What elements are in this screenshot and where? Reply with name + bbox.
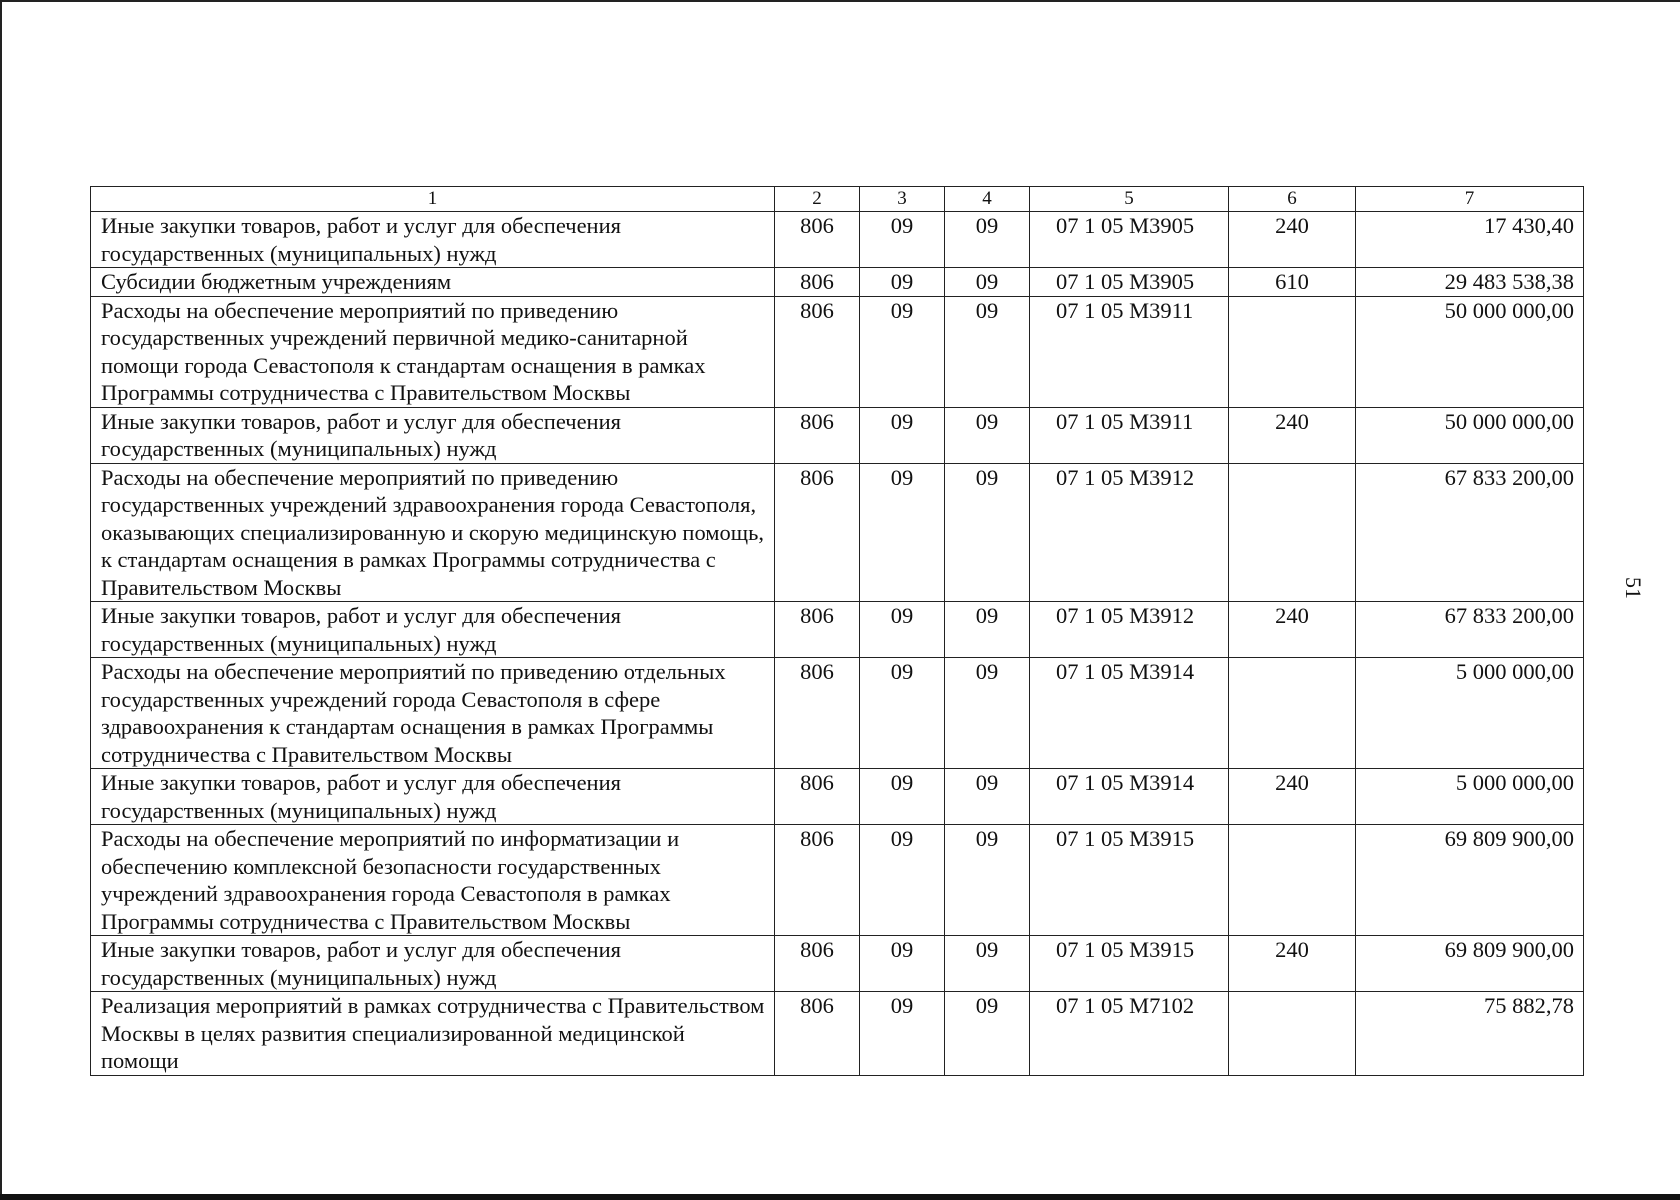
amount: 75 882,78 [1356, 992, 1584, 1076]
expense-name: Иные закупки товаров, работ и услуг для обеспечения государственных (муниципальных) нужд [91, 407, 775, 463]
expense-name: Расходы на обеспечение мероприятий по приведению государственных учреждений первичной медико-санитарной помощи города Севастополя к стандартам оснащения в рамках Программы сотрудничества с Правительством Москвы [91, 296, 775, 407]
column-header: 4 [945, 187, 1030, 212]
table-row [91, 825, 1584, 936]
expense-type-code: 240 [1229, 602, 1356, 658]
amount: 67 833 200,00 [1356, 602, 1584, 658]
target-article-code: 07 1 05 М3912 [1030, 602, 1229, 658]
target-article-code: 07 1 05 М3905 [1030, 212, 1229, 268]
expense-name: Расходы на обеспечение мероприятий по приведению государственных учреждений здравоохранения города Севастополя, оказывающих специализированную и скорую медицинскую помощь, к стандартам оснащения в рамках Программы сотрудничества с Правительством Москвы [91, 463, 775, 602]
target-article-code: 07 1 05 М3915 [1030, 825, 1229, 936]
section-code: 09 [860, 825, 945, 936]
scan-border-bottom [0, 1194, 1680, 1200]
amount: 5 000 000,00 [1356, 658, 1584, 769]
expense-type-code: 240 [1229, 769, 1356, 825]
table-row [91, 602, 1584, 658]
expense-type-code: 240 [1229, 407, 1356, 463]
department-code: 806 [775, 658, 860, 769]
expense-name: Субсидии бюджетным учреждениям [91, 268, 775, 297]
amount: 69 809 900,00 [1356, 936, 1584, 992]
amount: 17 430,40 [1356, 212, 1584, 268]
subsection-code: 09 [945, 212, 1030, 268]
expense-type-code [1229, 825, 1356, 936]
target-article-code: 07 1 05 М3911 [1030, 407, 1229, 463]
column-header: 3 [860, 187, 945, 212]
column-header: 7 [1356, 187, 1584, 212]
subsection-code: 09 [945, 825, 1030, 936]
expense-type-code: 240 [1229, 212, 1356, 268]
expense-type-code: 610 [1229, 268, 1356, 297]
department-code: 806 [775, 825, 860, 936]
department-code: 806 [775, 268, 860, 297]
expense-name: Расходы на обеспечение мероприятий по приведению отдельных государственных учреждений города Севастополя в сфере здравоохранения к стандартам оснащения в рамках Программы сотрудничества с Правительством Москвы [91, 658, 775, 769]
amount: 67 833 200,00 [1356, 463, 1584, 602]
expense-name: Расходы на обеспечение мероприятий по информатизации и обеспечению комплексной безопасности государственных учреждений здравоохранения города Севастополя в рамках Программы сотрудничества с Правительством Москвы [91, 825, 775, 936]
subsection-code: 09 [945, 463, 1030, 602]
subsection-code: 09 [945, 602, 1030, 658]
target-article-code: 07 1 05 М3914 [1030, 658, 1229, 769]
table-row [91, 992, 1584, 1076]
table-row [91, 769, 1584, 825]
column-header: 1 [91, 187, 775, 212]
subsection-code: 09 [945, 296, 1030, 407]
column-number-row [91, 187, 1584, 212]
table-row [91, 268, 1584, 297]
target-article-code: 07 1 05 М3905 [1030, 268, 1229, 297]
amount: 50 000 000,00 [1356, 407, 1584, 463]
expense-type-code [1229, 463, 1356, 602]
table-row [91, 936, 1584, 992]
department-code: 806 [775, 769, 860, 825]
subsection-code: 09 [945, 268, 1030, 297]
subsection-code: 09 [945, 407, 1030, 463]
amount: 29 483 538,38 [1356, 268, 1584, 297]
subsection-code: 09 [945, 769, 1030, 825]
target-article-code: 07 1 05 М3911 [1030, 296, 1229, 407]
subsection-code: 09 [945, 992, 1030, 1076]
page-number: 51 [1621, 577, 1646, 599]
department-code: 806 [775, 602, 860, 658]
section-code: 09 [860, 212, 945, 268]
section-code: 09 [860, 268, 945, 297]
expense-type-code: 240 [1229, 936, 1356, 992]
column-header: 5 [1030, 187, 1229, 212]
department-code: 806 [775, 296, 860, 407]
department-code: 806 [775, 936, 860, 992]
department-code: 806 [775, 212, 860, 268]
section-code: 09 [860, 769, 945, 825]
section-code: 09 [860, 992, 945, 1076]
section-code: 09 [860, 602, 945, 658]
budget-table [90, 186, 1584, 1076]
scan-border-top [0, 0, 1680, 2]
amount: 5 000 000,00 [1356, 769, 1584, 825]
target-article-code: 07 1 05 М3914 [1030, 769, 1229, 825]
section-code: 09 [860, 407, 945, 463]
section-code: 09 [860, 296, 945, 407]
department-code: 806 [775, 407, 860, 463]
section-code: 09 [860, 658, 945, 769]
table-row [91, 407, 1584, 463]
expense-name: Иные закупки товаров, работ и услуг для обеспечения государственных (муниципальных) нужд [91, 212, 775, 268]
expense-name: Иные закупки товаров, работ и услуг для обеспечения государственных (муниципальных) нужд [91, 602, 775, 658]
expense-type-code [1229, 658, 1356, 769]
expense-name: Реализация мероприятий в рамках сотрудничества с Правительством Москвы в целях развития специализированной медицинской помощи [91, 992, 775, 1076]
table-row [91, 463, 1584, 602]
subsection-code: 09 [945, 658, 1030, 769]
table-row [91, 658, 1584, 769]
section-code: 09 [860, 463, 945, 602]
section-code: 09 [860, 936, 945, 992]
table-row [91, 296, 1584, 407]
expense-name: Иные закупки товаров, работ и услуг для обеспечения государственных (муниципальных) нужд [91, 936, 775, 992]
amount: 50 000 000,00 [1356, 296, 1584, 407]
expense-type-code [1229, 992, 1356, 1076]
table-row [91, 212, 1584, 268]
subsection-code: 09 [945, 936, 1030, 992]
column-header: 2 [775, 187, 860, 212]
scan-border-left [0, 0, 2, 1200]
amount: 69 809 900,00 [1356, 825, 1584, 936]
department-code: 806 [775, 463, 860, 602]
department-code: 806 [775, 992, 860, 1076]
expense-type-code [1229, 296, 1356, 407]
target-article-code: 07 1 05 М7102 [1030, 992, 1229, 1076]
column-header: 6 [1229, 187, 1356, 212]
target-article-code: 07 1 05 М3915 [1030, 936, 1229, 992]
expense-name: Иные закупки товаров, работ и услуг для обеспечения государственных (муниципальных) нужд [91, 769, 775, 825]
target-article-code: 07 1 05 М3912 [1030, 463, 1229, 602]
